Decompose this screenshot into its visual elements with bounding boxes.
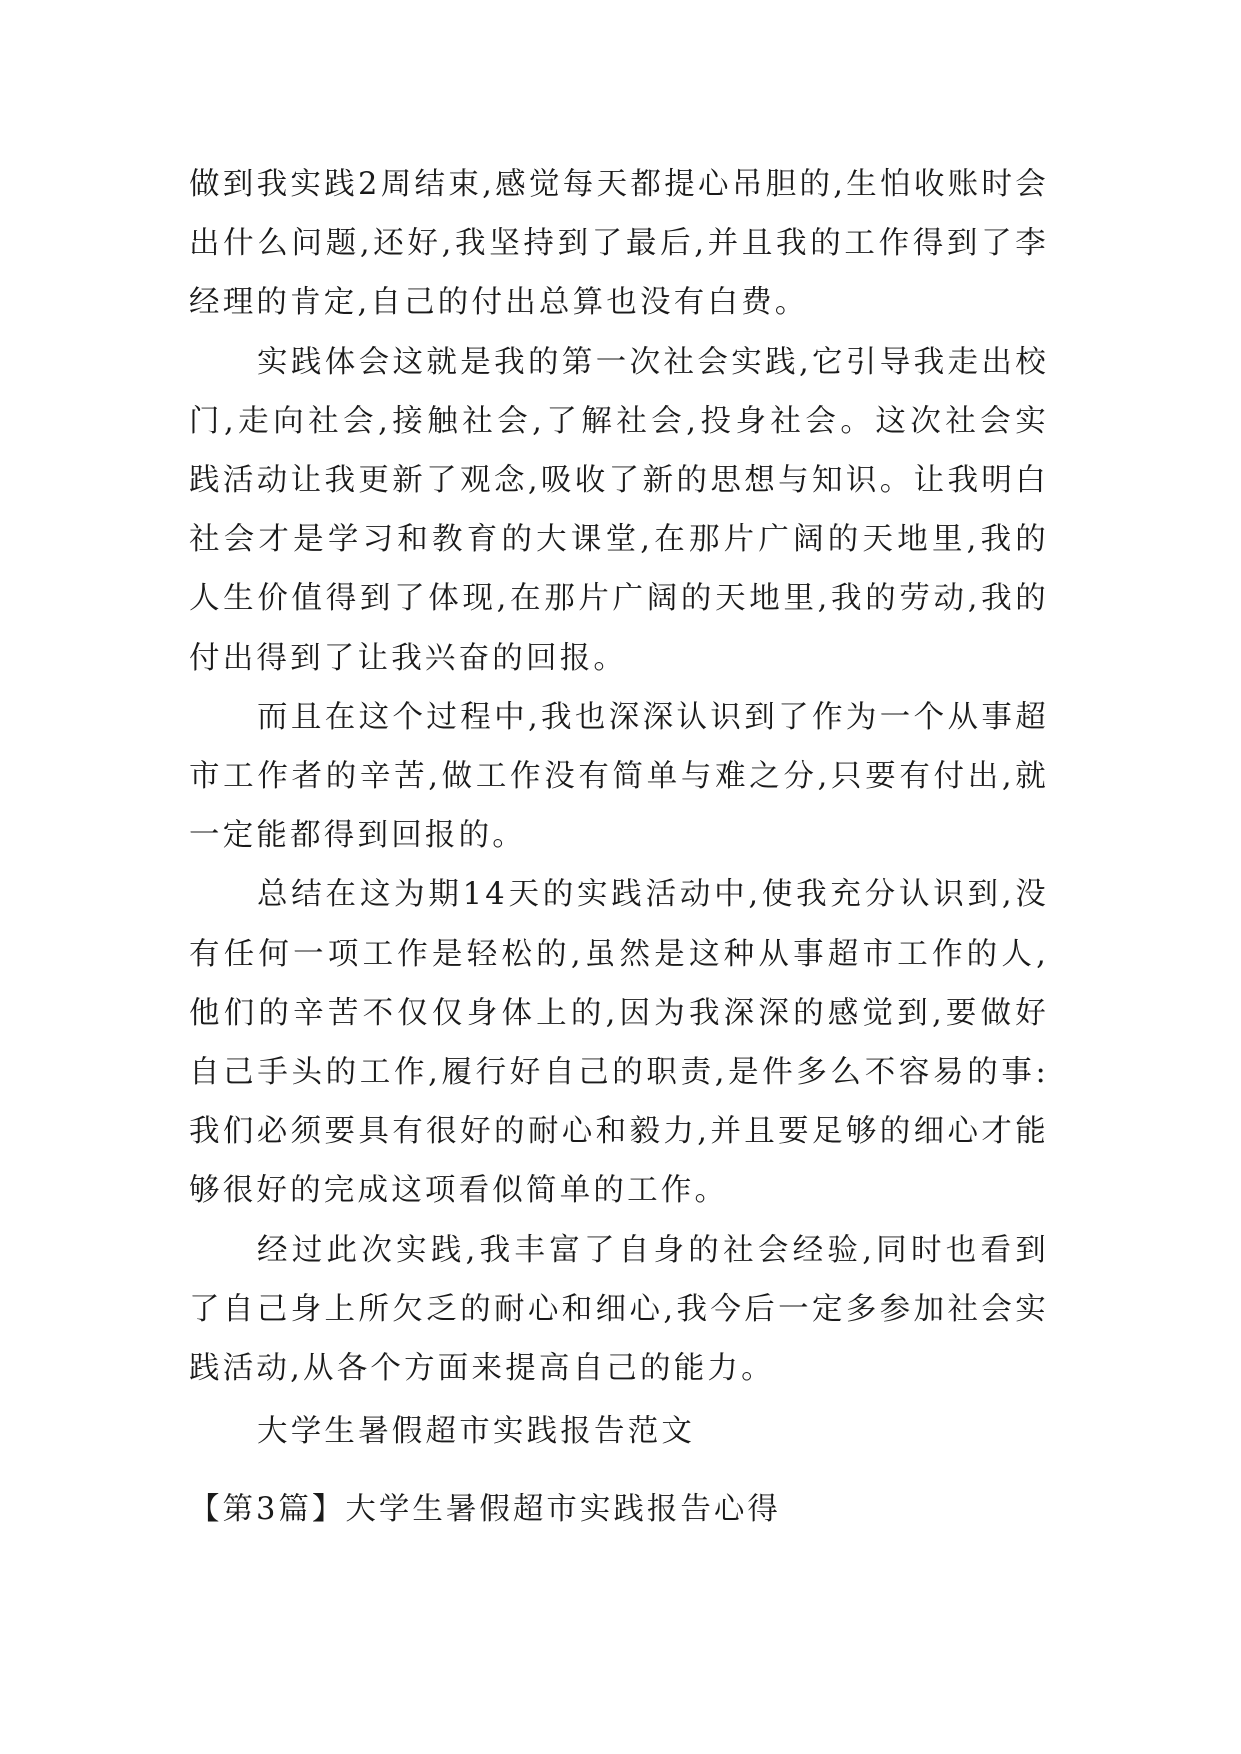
document-body <box>189 155 1049 1461</box>
paragraph-summary: 总结在这为期14天的实践活动中,使我充分认识到,没有任何一项工作是轻松的,虽然是这种从事超市工作的人,他们的辛苦不仅仅身体上的,因为我深深的感觉到,要做好自己手头的工作,履行好自己的职责,是件多么不容易的事:我们必须要具有很好的耐心和毅力,并且要足够的细心才能够很好的完成这项看似简单的工作。 <box>189 877 1049 1209</box>
paragraph-practice-experience: 实践体会这就是我的第一次社会实践,它引导我走出校门,走向社会,接触社会,了解社会,投身社会。这次社会实践活动让我更新了观念,吸收了新的思想与知识。让我明白社会才是学习和教育的大课堂,在那片广阔的天地里,我的人生价值得到了体现,在那片广阔的天地里,我的劳动,我的付出得到了让我兴奋的回报。 <box>189 344 1049 676</box>
closing-title: 大学生暑假超市实践报告范文 <box>257 1414 696 1450</box>
paragraph-hardship: 而且在这个过程中,我也深深认识到了作为一个从事超市工作者的辛苦,做工作没有简单与难之分,只要有付出,就一定能都得到回报的。 <box>189 699 1049 854</box>
paragraph-conclusion: 经过此次实践,我丰富了自身的社会经验,同时也看到了自己身上所欠乏的耐心和细心,我今后一定多参加社会实践活动,从各个方面来提高自己的能力。 <box>189 1232 1049 1387</box>
paragraph-continuation: 做到我实践2周结束,感觉每天都提心吊胆的,生怕收账时会出什么问题,还好,我坚持到了最后,并且我的工作得到了李经理的肯定,自己的付出总算也没有白费。 <box>189 167 1049 321</box>
section-heading: 【第3篇】大学生暑假超市实践报告心得 <box>189 1492 781 1527</box>
